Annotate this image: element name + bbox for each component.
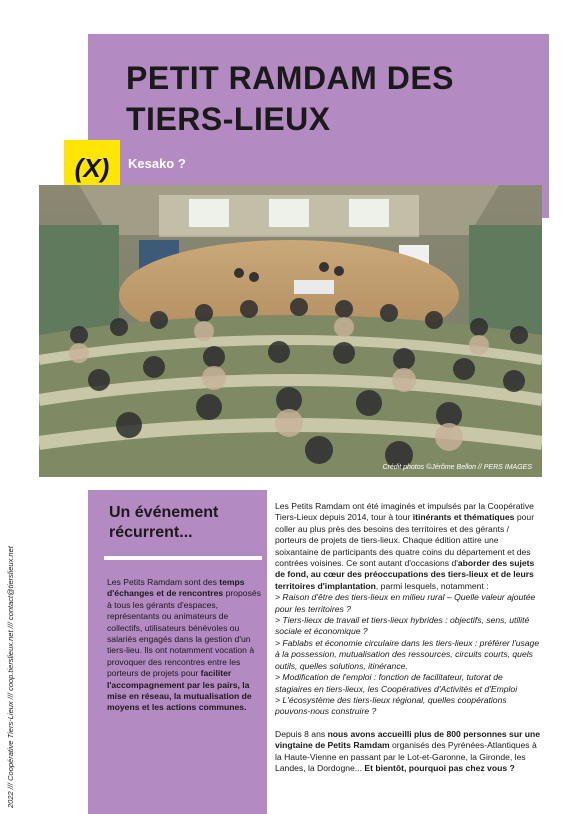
page-title: PETIT RAMDAM DES TIERS-LIEUX (126, 60, 454, 137)
heading-divider (104, 556, 262, 560)
topic-list-item: > Fablabs et économie circulaire dans les tiers-lieux : préférer l'usage à la possession, mutualisation des ressources, circuits courts, quels outils, quelles solutions, itinérance. (275, 637, 540, 671)
svg-text:(X): (X) (74, 153, 110, 183)
photo-credit: Crédit photos ©Jérôme Bellon // PERS IMAGES (382, 464, 532, 471)
vertical-footer-text: 2022 /// Coopérative Tiers-Lieux /// coop.tierslieux.net /// contact@tierslieux.net (6, 546, 15, 808)
paragraph-history: Les Petits Ramdam ont été imaginés et impulsés par la Coopérative Tiers-Lieux depuis 2014, tour à tour itinérants et thématiques pour coller au plus près des besoins des territoires et des gérants / porteurs de projets de tiers-lieux. Chaque édition attire une soixantaine de participants des quatre coins du département et des contrées voisines. Ce sont autant d'occasions d'aborder des sujets de fond, au cœur des préoccupations des tiers-lieux et de leurs territoires d'implantation, parmi lesquels, notamment : (275, 501, 535, 591)
paragraph-stats: Depuis 8 ans nous avons accueilli plus de 800 personnes sur une vingtaine de Petits Ramdam organisés des Pyrénées-Atlantiques à la Haute-Vienne en passant par le Lot-et-Garonne, la Gironde, les Landes, la Dordogne... Et bientôt, pourquoi pas chez vous ? (275, 728, 541, 773)
topic-list-item: > Modification de l'emploi : fonction de facilitateur, tutorat de stagiaires en tiers-lieux, les Coopératives d'Activités et d'Emploi (275, 672, 518, 694)
event-photo (39, 185, 542, 477)
main-text-column (275, 501, 541, 774)
topic-list-item: > Tiers-lieux de travail et tiers-lieux hybrides : objectifs, sens, utilité sociale et économique ? (275, 615, 530, 637)
subtitle: Kesako ? (128, 156, 186, 171)
section-heading: Un événement récurrent... (109, 504, 219, 541)
intro-paragraph: Les Petits Ramdam sont des temps d'échanges et de rencontres proposés à tous les gérants d'espaces, représentants ou animateurs de collectifs, utilisateurs bénévoles ou salariés engagés dans la gestion d'un tiers-lieu. Ils ont notamment vocation à provoquer des rencontres entre les porteurs de projets pour faciliter l'accompagnement par les pairs, la mise en réseau, la mutualisation de moyens et les actions communes. (107, 577, 261, 713)
topic-list-item: > Raison d'être des tiers-lieux en milieu rural – Quelle valeur ajoutée pour les territoires ? (275, 592, 536, 614)
topic-list-item: > L'écosystème des tiers-lieux régional, quelles coopérations pouvons-nous construire ? (275, 694, 507, 717)
